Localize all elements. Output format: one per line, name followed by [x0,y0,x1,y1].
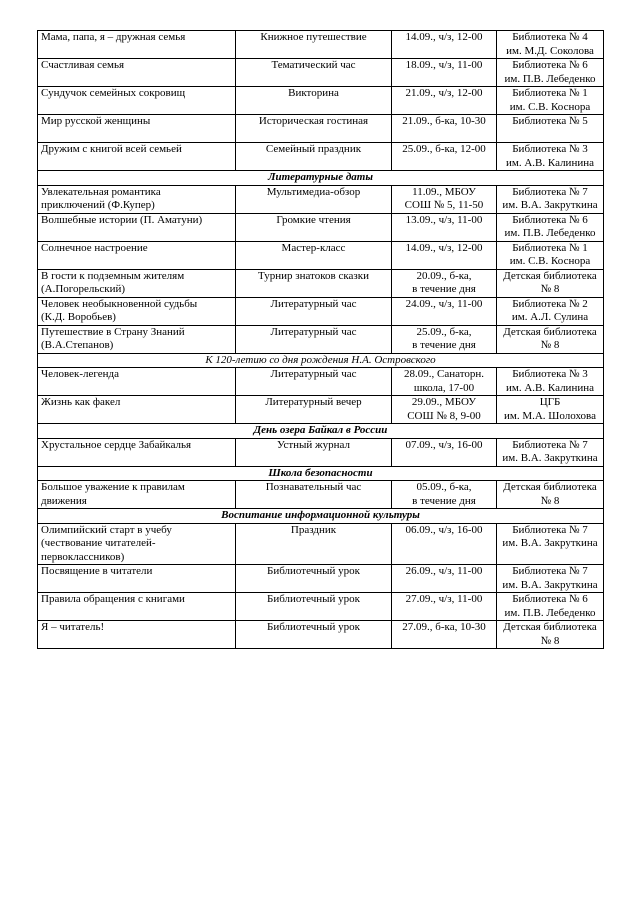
event-library-cell [497,269,604,297]
event-format-cell [236,59,392,87]
event-date-place-cell [392,59,497,87]
event-title-cell [38,143,236,171]
event-title-line: Хрустальное сердце Забайкалья [41,438,192,451]
table-row [38,213,604,241]
event-library-line: им. П.В. Лебеденко [504,72,596,85]
event-title-line: Правила обращения с книгами [41,593,185,605]
event-date-place-cell [392,621,497,649]
event-date-place-line: 13.09., ч/з, 11-00 [405,213,483,226]
event-library-line: Библиотека № 7 [512,523,588,536]
event-date-place-line: 27.09., б-ка, 10-30 [402,621,486,633]
event-format-line: Праздник [290,523,337,536]
event-format-line: Громкие чтения [276,213,351,226]
event-library-line: Детская библиотека [503,621,597,633]
event-library-line: им. В.А. Закруткина [502,578,598,591]
event-library-cell [497,481,604,509]
event-date-place-line: 27.09., ч/з, 11-00 [405,593,483,605]
event-format-cell [236,438,392,466]
event-format-cell [236,185,392,213]
event-date-place-cell [392,143,497,171]
event-library-cell [497,368,604,396]
event-date-place-line: 26.09., ч/з, 11-00 [405,565,483,577]
table-row [38,438,604,466]
event-title-line: движения [41,494,87,507]
event-format-cell [236,593,392,621]
event-format-cell [236,396,392,424]
event-library-cell [497,87,604,115]
event-date-place-cell [392,396,497,424]
event-title-line: Мама, папа, я – дружная семья [41,31,186,43]
event-library-cell [497,593,604,621]
table-row [38,396,604,424]
event-date-place-line: 21.09., б-ка, 10-30 [402,115,486,127]
event-date-place-line: в течение дня [412,494,476,507]
event-format-line: Библиотечный урок [267,621,360,633]
event-date-place-cell [392,269,497,297]
event-title-line: Путешествие в Страну Знаний [41,325,185,338]
event-date-place-cell [392,325,497,353]
event-library-line: им. М.А. Шолохова [503,409,596,422]
event-title-line: Человек необыкновенной судьбы [41,297,198,310]
event-library-line: им. А.В. Калинина [506,156,594,169]
document-page [37,30,603,649]
event-date-place-cell [392,185,497,213]
event-library-line: Детская библиотека [503,325,597,338]
event-library-cell [497,213,604,241]
event-library-cell [497,621,604,649]
event-title-line: Человек-легенда [41,368,120,380]
table-row [38,523,604,565]
event-format-cell [236,213,392,241]
event-format-cell [236,115,392,143]
event-library-line: Библиотека № 3 [512,143,588,155]
event-title-cell [38,213,236,241]
event-library-line: Детская библиотека [503,269,597,282]
event-title-line: Дружим с книгой всей семьей [41,143,182,155]
event-library-cell [497,31,604,59]
event-date-place-line: 25.09., б-ка, [416,325,472,338]
event-date-place-cell [392,31,497,59]
event-title-cell [38,185,236,213]
event-format-line: Литературный час [270,368,357,380]
event-format-cell [236,31,392,59]
event-format-line: Историческая гостиная [258,115,369,127]
event-format-line: Викторина [288,87,339,99]
event-format-line: Литературный час [270,297,357,310]
event-library-line: № 8 [540,494,560,507]
event-library-cell [497,185,604,213]
table-row [38,593,604,621]
event-library-line: им. М.Д. Соколова [506,44,594,57]
event-library-line: им. В.А. Закруткина [502,199,598,211]
section-title: Воспитание информационной культуры [38,509,604,524]
event-library-line: № 8 [540,634,560,647]
event-title-line: Мир русской женщины [41,115,151,127]
event-library-cell [497,115,604,143]
event-date-place-cell [392,297,497,325]
event-format-line: Тематический час [271,59,356,71]
table-row [38,325,604,353]
event-format-cell [236,241,392,269]
event-title-cell [38,523,236,565]
event-library-cell [497,325,604,353]
event-title-line: Я – читатель! [41,621,105,633]
event-title-cell [38,396,236,424]
event-format-line: Библиотечный урок [267,593,360,605]
table-row [38,481,604,509]
event-library-line: Библиотека № 2 [512,297,588,310]
event-date-place-cell [392,241,497,269]
event-title-line: первоклассников) [41,550,125,563]
event-date-place-line: школа, 17-00 [413,381,475,394]
event-format-cell [236,565,392,593]
event-date-place-cell [392,368,497,396]
event-title-cell [38,621,236,649]
event-title-line: Большое уважение к правилам [41,481,185,493]
event-date-place-cell [392,593,497,621]
table-row [38,115,604,143]
event-format-cell [236,368,392,396]
event-library-line: Библиотека № 7 [512,438,588,451]
event-format-line: Познавательный час [265,481,362,493]
section-header-row [38,466,604,481]
event-library-cell [497,438,604,466]
table-row [38,621,604,649]
event-library-line: Библиотека № 3 [512,368,588,380]
event-date-place-line: в течение дня [412,283,476,295]
event-date-place-cell [392,523,497,565]
event-title-line: В гости к подземным жителям [41,269,185,282]
event-date-place-cell [392,565,497,593]
event-title-cell [38,368,236,396]
section-header-row [38,509,604,524]
event-format-cell [236,523,392,565]
event-date-place-line: 25.09., б-ка, 12-00 [402,143,486,155]
event-library-line: Библиотека № 6 [512,593,588,605]
table-row [38,269,604,297]
event-date-place-line: СОШ № 5, 11-50 [404,199,484,211]
event-title-cell [38,59,236,87]
event-library-cell [497,297,604,325]
event-date-place-line: 06.09., ч/з, 16-00 [405,523,483,536]
event-format-cell [236,269,392,297]
event-title-line: Посвящение в читатели [41,565,153,577]
section-header-row [38,353,604,368]
event-format-line: Литературный час [270,325,357,338]
event-library-line: им. П.В. Лебеденко [504,227,596,239]
event-date-place-cell [392,481,497,509]
event-format-line: Литературный вечер [265,396,362,408]
event-library-line: Библиотека № 4 [512,31,588,43]
event-format-line: Семейный праздник [265,143,362,155]
table-row [38,87,604,115]
event-date-place-line: СОШ № 8, 9-00 [407,409,481,422]
event-format-cell [236,297,392,325]
event-library-line: Библиотека № 6 [512,59,588,71]
event-title-line: Олимпийский старт в учебу [41,523,172,536]
event-library-line: Библиотека № 1 [512,241,588,254]
event-library-line: Библиотека № 6 [512,213,588,226]
event-library-line: Библиотека № 7 [512,565,588,577]
event-library-line: № 8 [540,339,560,351]
event-date-place-line: в течение дня [412,339,476,351]
section-title: Школа безопасности [38,466,604,481]
event-format-cell [236,621,392,649]
event-title-line: Волшебные истории (П. Аматуни) [41,213,203,226]
table-row [38,368,604,396]
table-row [38,241,604,269]
section-title: Литературные даты [38,171,604,186]
section-title: День озера Байкал в России [38,424,604,439]
event-date-place-line: 05.09., б-ка, [416,481,472,493]
event-title-line: Солнечное настроение [41,241,148,254]
events-table-body [38,31,604,649]
event-library-line: им. В.А. Закруткина [502,537,598,549]
section-title: К 120-летию со дня рождения Н.А. Островского [38,353,604,368]
event-title-line: Счастливая семья [41,59,125,71]
event-library-line: Библиотека № 7 [512,185,588,198]
event-title-line: Жизнь как факел [41,396,121,408]
event-library-line: № 8 [540,283,560,295]
table-row [38,31,604,59]
event-title-cell [38,269,236,297]
events-table [37,30,604,649]
event-format-cell [236,87,392,115]
section-header-row [38,171,604,186]
table-row [38,185,604,213]
event-title-cell [38,115,236,143]
event-format-cell [236,143,392,171]
event-library-cell [497,523,604,565]
event-format-line: Мастер-класс [281,241,346,254]
event-date-place-cell [392,438,497,466]
event-format-line: Библиотечный урок [267,565,360,577]
event-library-line: им. С.В. Коснора [509,255,591,267]
event-library-cell [497,241,604,269]
event-library-cell [497,143,604,171]
event-date-place-line: 11.09., МБОУ [412,185,476,198]
event-date-place-line: 14.09., ч/з, 12-00 [405,241,483,254]
event-title-cell [38,325,236,353]
event-library-line: им. С.В. Коснора [509,100,591,113]
event-title-cell [38,31,236,59]
event-title-cell [38,241,236,269]
event-title-line: Увлекательная романтика [41,185,161,198]
table-row [38,297,604,325]
event-date-place-line: 29.09., МБОУ [411,396,477,408]
event-library-line: Библиотека № 5 [512,115,588,127]
event-title-line: (А.Погорельский) [41,283,126,295]
event-library-cell [497,59,604,87]
event-title-line: (чествование читателей- [41,537,156,549]
event-date-place-line: 24.09., ч/з, 11-00 [405,297,483,310]
event-library-line: им. А.В. Калинина [506,381,594,394]
event-format-line: Турнир знатоков сказки [258,269,369,282]
event-title-cell [38,565,236,593]
event-format-line: Устный журнал [276,438,351,451]
event-date-place-line: 14.09., ч/з, 12-00 [405,31,483,43]
event-library-line: Детская библиотека [503,481,597,493]
event-date-place-line: 07.09., ч/з, 16-00 [405,438,483,451]
event-date-place-cell [392,87,497,115]
event-format-line: Мультимедиа-обзор [266,185,361,198]
event-library-cell [497,396,604,424]
event-format-line: Книжное путешествие [260,31,367,43]
section-header-row [38,424,604,439]
event-title-cell [38,481,236,509]
event-library-cell [497,565,604,593]
event-library-line: Библиотека № 1 [512,87,588,99]
event-title-cell [38,593,236,621]
table-row [38,143,604,171]
event-title-cell [38,297,236,325]
table-row [38,59,604,87]
event-date-place-line: 20.09., б-ка, [416,269,472,282]
event-date-place-line: 21.09., ч/з, 12-00 [405,87,483,99]
event-format-cell [236,325,392,353]
event-title-line: (К.Д. Воробьев) [41,311,116,323]
event-library-line: им. В.А. Закруткина [502,452,598,464]
event-title-line: приключений (Ф.Купер) [41,199,155,211]
event-date-place-cell [392,115,497,143]
event-date-place-line: 28.09., Санаторн. [403,368,484,380]
event-date-place-line: 18.09., ч/з, 11-00 [405,59,483,71]
event-date-place-cell [392,213,497,241]
event-library-line: им. П.В. Лебеденко [504,606,596,619]
event-format-cell [236,481,392,509]
event-title-line: (В.А.Степанов) [41,339,114,351]
event-title-line: Сундучок семейных сокровищ [41,87,186,99]
event-title-cell [38,438,236,466]
event-library-line: ЦГБ [539,396,561,408]
event-library-line: им. А.Л. Сулина [511,311,589,323]
table-row [38,565,604,593]
event-title-cell [38,87,236,115]
